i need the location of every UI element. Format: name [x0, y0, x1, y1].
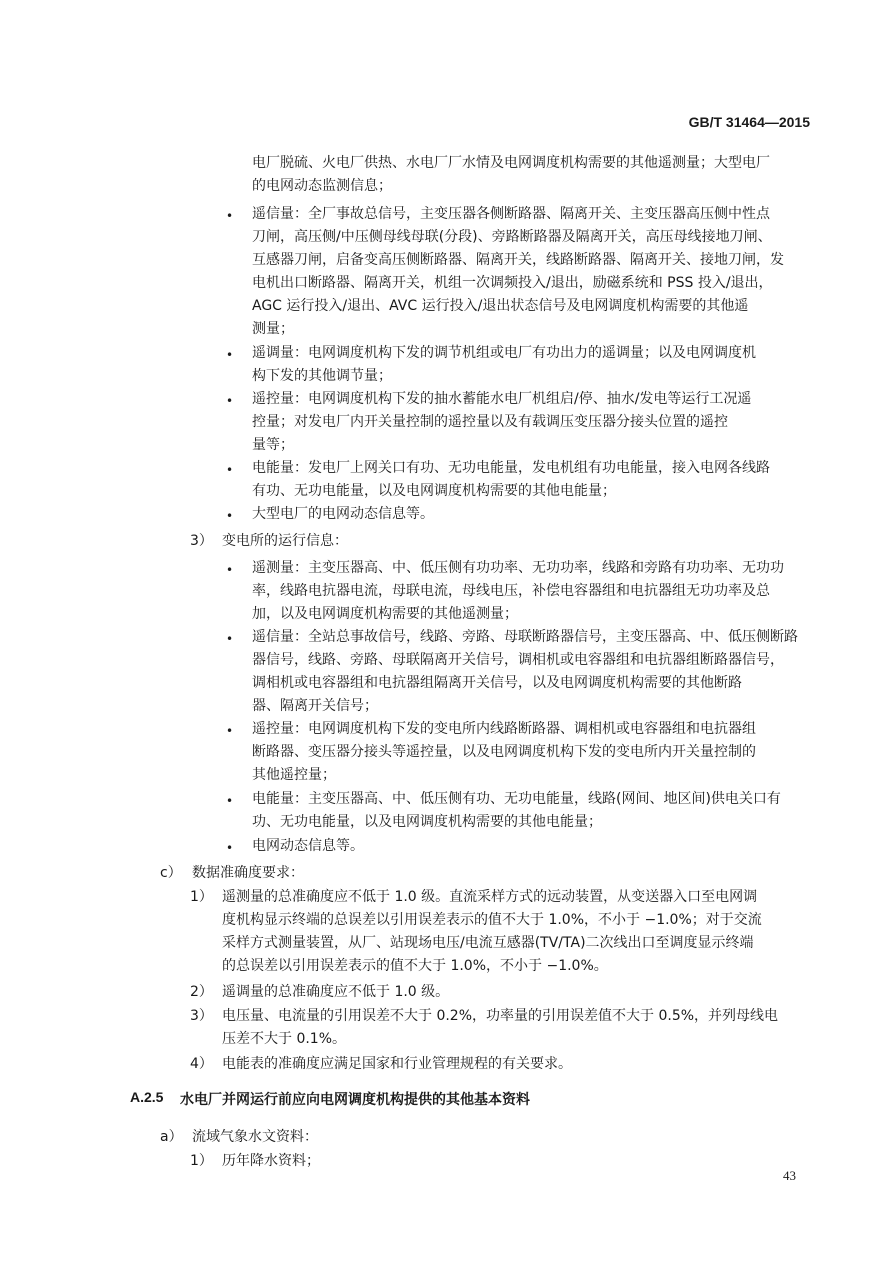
text-line: 刀闸，高压侧/中压侧母线母联(分段)、旁路断路器及隔离开关，高压母线接地刀闸、: [252, 229, 772, 245]
text-line: 的电网动态监测信息；: [252, 178, 392, 194]
text-line: 遥控量：电网调度机构下发的抽水蓄能水电厂机组启/停、抽水/发电等运行工况遥: [252, 391, 752, 407]
list-marker: 3）: [190, 533, 213, 549]
bullet-icon: •: [226, 724, 234, 738]
text-line: 有功、无功电能量，以及电网调度机构需要的其他电能量；: [252, 483, 616, 499]
bullet-icon: •: [226, 348, 234, 362]
text-line: 流域气象水文资料：: [192, 1129, 318, 1145]
text-line: 数据准确度要求：: [192, 865, 304, 881]
text-line: 的总误差以引用误差表示的值不大于 1.0%，不小于 −1.0%。: [222, 958, 608, 974]
text-line: 压差不大于 0.1%。: [222, 1031, 347, 1047]
text-line: 遥测量的总准确度应不低于 1.0 级。直流采样方式的远动装置，从变送器入口至电网调: [222, 889, 758, 905]
bullet-icon: •: [226, 209, 234, 223]
text-line: 其他遥控量；: [252, 767, 336, 783]
bullet-icon: •: [226, 509, 234, 523]
text-line: 度机构显示终端的总误差以引用误差表示的值不大于 1.0%，不小于 −1.0%；对于交流: [222, 912, 762, 928]
list-marker: c）: [160, 865, 182, 881]
list-marker: 4）: [190, 1056, 213, 1072]
bullet-icon: •: [226, 841, 234, 855]
text-line: 大型电厂的电网动态信息等。: [252, 506, 434, 522]
text-line: 调相机或电容器组和电抗器组隔离开关信号，以及电网调度机构需要的其他断路: [252, 675, 742, 691]
text-line: 采样方式测量装置，从厂、站现场电压/电流互感器(TV/TA)二次线出口至调度显示终端: [222, 935, 754, 951]
text-line: 电能量：主变压器高、中、低压侧有功、无功电能量，线路(网间、地区间)供电关口有: [252, 791, 781, 807]
text-line: 电机出口断路器、隔离开关，机组一次调频投入/退出，励磁系统和 PSS 投入/退出，: [252, 275, 773, 291]
text-line: 加，以及电网调度机构需要的其他遥测量；: [252, 606, 518, 622]
bullet-icon: •: [226, 463, 234, 477]
text-line: 断路器、变压器分接头等遥控量，以及电网调度机构下发的变电所内开关量控制的: [252, 744, 756, 760]
bullet-icon: •: [226, 632, 234, 646]
text-line: 互感器刀闸，启备变高压侧断路器、隔离开关，线路断路器、隔离开关、接地刀闸，发: [252, 252, 784, 268]
text-line: 量等；: [252, 437, 294, 453]
standard-number: GB/T 31464—2015: [688, 114, 810, 130]
bullet-icon: •: [226, 563, 234, 577]
list-marker: 2）: [190, 984, 213, 1000]
text-line: AGC 运行投入/退出、AVC 运行投入/退出状态信号及电网调度机构需要的其他遥: [252, 298, 749, 314]
bullet-icon: •: [226, 794, 234, 808]
text-line: 控量；对发电厂内开关量控制的遥控量以及有载调压变压器分接头位置的遥控: [252, 414, 728, 430]
text-line: 电压量、电流量的引用误差不大于 0.2%，功率量的引用误差值不大于 0.5%，并列母线电: [222, 1008, 779, 1024]
text-line: 电厂脱硫、火电厂供热、水电厂厂水情及电网调度机构需要的其他遥测量；大型电厂: [252, 155, 770, 171]
text-line: 电能表的准确度应满足国家和行业管理规程的有关要求。: [222, 1056, 572, 1072]
text-line: 变电所的运行信息：: [222, 533, 348, 549]
list-marker: a）: [160, 1129, 183, 1145]
list-marker: 3）: [190, 1008, 213, 1024]
text-line: 遥调量：电网调度机构下发的调节机组或电厂有功出力的遥调量；以及电网调度机: [252, 345, 756, 361]
text-line: 电能量：发电厂上网关口有功、无功电能量，发电机组有功电能量，接入电网各线路: [252, 460, 770, 476]
text-line: 电网动态信息等。: [252, 838, 364, 854]
text-line: 器、隔离开关信号；: [252, 698, 378, 714]
text-line: 测量；: [252, 321, 294, 337]
text-line: 遥信量：全站总事故信号，线路、旁路、母联断路器信号，主变压器高、中、低压侧断路: [252, 629, 798, 645]
section-heading: 水电厂并网运行前应向电网调度机构提供的其他基本资料: [180, 1092, 530, 1108]
text-line: 遥控量：电网调度机构下发的变电所内线路断路器、调相机或电容器组和电抗器组: [252, 721, 756, 737]
text-line: 构下发的其他调节量；: [252, 368, 392, 384]
text-line: 历年降水资料；: [222, 1153, 320, 1169]
text-line: 率，线路电抗器电流，母联电流，母线电压，补偿电容器组和电抗器组无功功率及总: [252, 583, 770, 599]
text-line: 功、无功电能量，以及电网调度机构需要的其他电能量；: [252, 814, 602, 830]
list-marker: 1）: [190, 1153, 213, 1169]
page-number: 43: [783, 1168, 796, 1183]
text-line: 遥调量的总准确度应不低于 1.0 级。: [222, 984, 450, 1000]
bullet-icon: •: [226, 394, 234, 408]
text-line: 器信号，线路、旁路、母联隔离开关信号，调相机或电容器组和电抗器组断路器信号，: [252, 652, 784, 668]
text-line: 遥测量：主变压器高、中、低压侧有功功率、无功功率，线路和旁路有功功率、无功功: [252, 560, 784, 576]
list-marker: 1）: [190, 889, 213, 905]
section-number: A.2.5: [130, 1089, 164, 1105]
text-line: 遥信量：全厂事故总信号，主变压器各侧断路器、隔离开关、主变压器高压侧中性点: [252, 206, 770, 222]
